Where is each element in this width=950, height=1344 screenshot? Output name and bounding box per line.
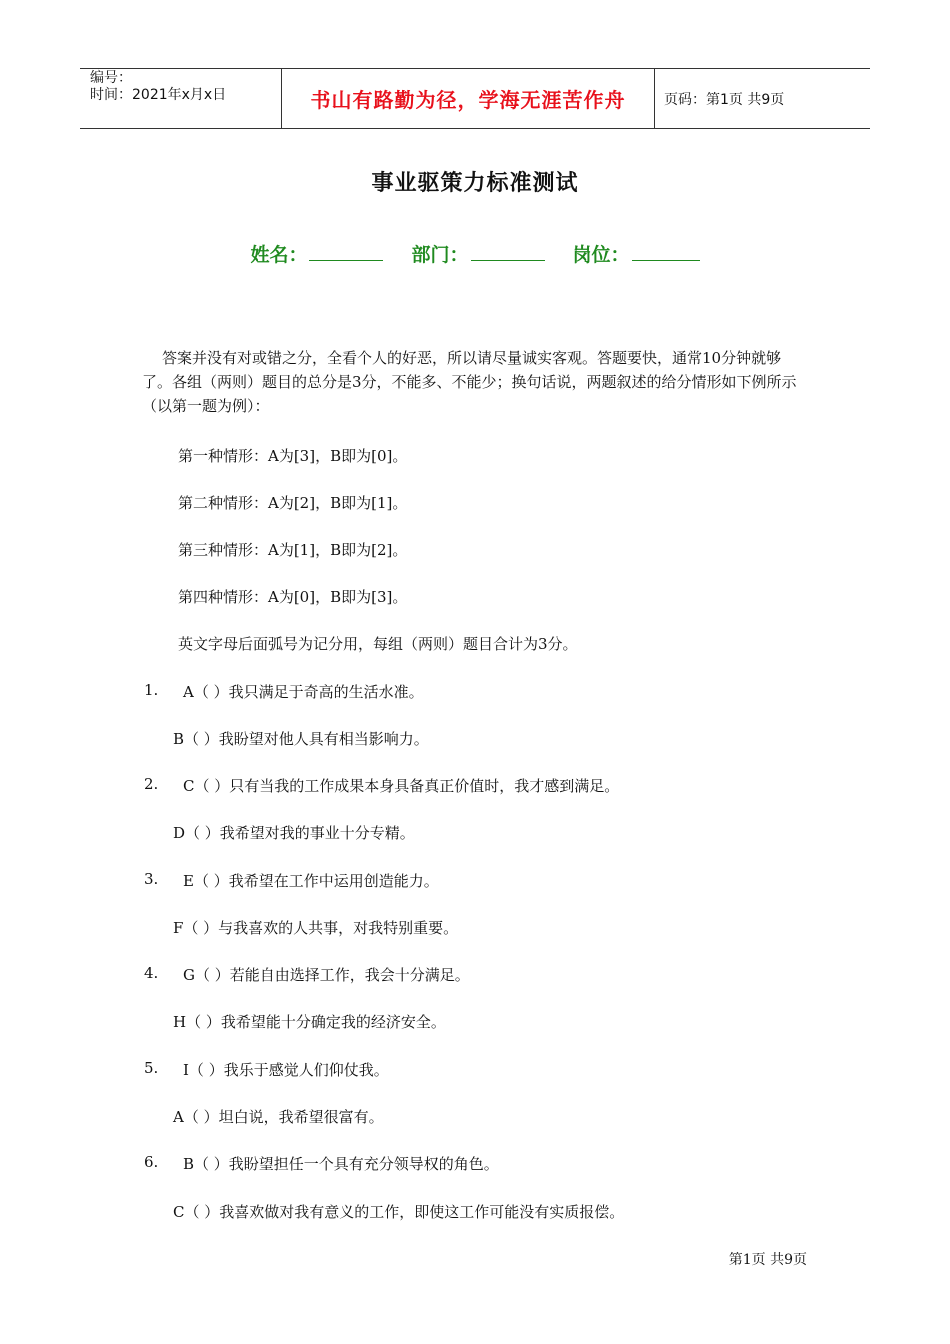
header-table: [80, 68, 870, 129]
dept-label: 部门：: [411, 244, 469, 266]
question-number: 6.: [144, 1153, 159, 1171]
page-footer: 第1页 共9页: [728, 1252, 807, 1268]
question-option: C（ ）我喜欢做对我有意义的工作，即使这工作可能没有实质报偿。: [173, 1203, 625, 1221]
code-label: 编号：: [90, 70, 132, 86]
question-number: 2.: [144, 775, 159, 793]
case-1: 第一种情形：A为[3]，B即为[0]。: [178, 447, 408, 465]
name-label: 姓名：: [250, 244, 308, 266]
case-4: 第四种情形：A为[0]，B即为[3]。: [178, 588, 408, 606]
question-option: I（ ）我乐于感觉人们仰仗我。: [183, 1061, 389, 1079]
question-option: C（ ）只有当我的工作成果本身具备真正价值时，我才感到满足。: [183, 777, 620, 795]
question-option: B（ ）我盼望担任一个具有充分领导权的角色。: [183, 1155, 499, 1173]
question-option: G（ ）若能自由选择工作，我会十分满足。: [183, 966, 470, 984]
question-option: A（ ）坦白说，我希望很富有。: [173, 1108, 384, 1126]
case-2: 第二种情形：A为[2]，B即为[1]。: [178, 494, 408, 512]
name-field[interactable]: [250, 240, 383, 267]
name-blank[interactable]: [309, 240, 383, 261]
dept-blank[interactable]: [471, 240, 545, 261]
question-option: B（ ）我盼望对他人具有相当影响力。: [173, 730, 429, 748]
header-page-info: 页码：第1页 共9页: [664, 91, 785, 108]
question-number: 1.: [144, 681, 159, 699]
question-option: A（ ）我只满足于奇高的生活水准。: [183, 683, 424, 701]
question-option: E（ ）我希望在工作中运用创造能力。: [183, 872, 439, 890]
date-label: 时间：2021年x月x日: [90, 87, 227, 103]
intro-paragraph: [142, 346, 810, 418]
question-option: D（ ）我希望对我的事业十分专精。: [173, 824, 415, 842]
header-motto: 书山有路勤为径，学海无涯苦作舟: [282, 69, 655, 128]
case-3: 第三种情形：A为[1]，B即为[2]。: [178, 541, 408, 559]
post-blank[interactable]: [632, 240, 700, 261]
question-option: H（ ）我希望能十分确定我的经济安全。: [173, 1013, 446, 1031]
page-title: 事业驱策力标准测试: [371, 171, 579, 196]
info-fields: [0, 240, 950, 267]
question-option: F（ ）与我喜欢的人共事，对我特别重要。: [173, 919, 459, 937]
question-number: 4.: [144, 964, 159, 982]
post-label: 岗位：: [572, 244, 630, 266]
scoring-note: 英文字母后面弧号为记分用，每组（两则）题目合计为3分。: [178, 635, 578, 653]
post-field[interactable]: [573, 240, 700, 267]
intro-text: 答案并没有对或错之分，全看个人的好恶，所以请尽量诚实客观。答题要快，通常10分钟就够了。各组（两则）题目的总分是3分，不能多、不能少；换句话说，两题叙述的给分情形如下例所示（以第一题为例）：: [142, 349, 797, 415]
question-number: 3.: [144, 870, 159, 888]
dept-field[interactable]: [411, 240, 544, 267]
header-meta-cell: [80, 69, 282, 128]
question-number: 5.: [144, 1059, 159, 1077]
